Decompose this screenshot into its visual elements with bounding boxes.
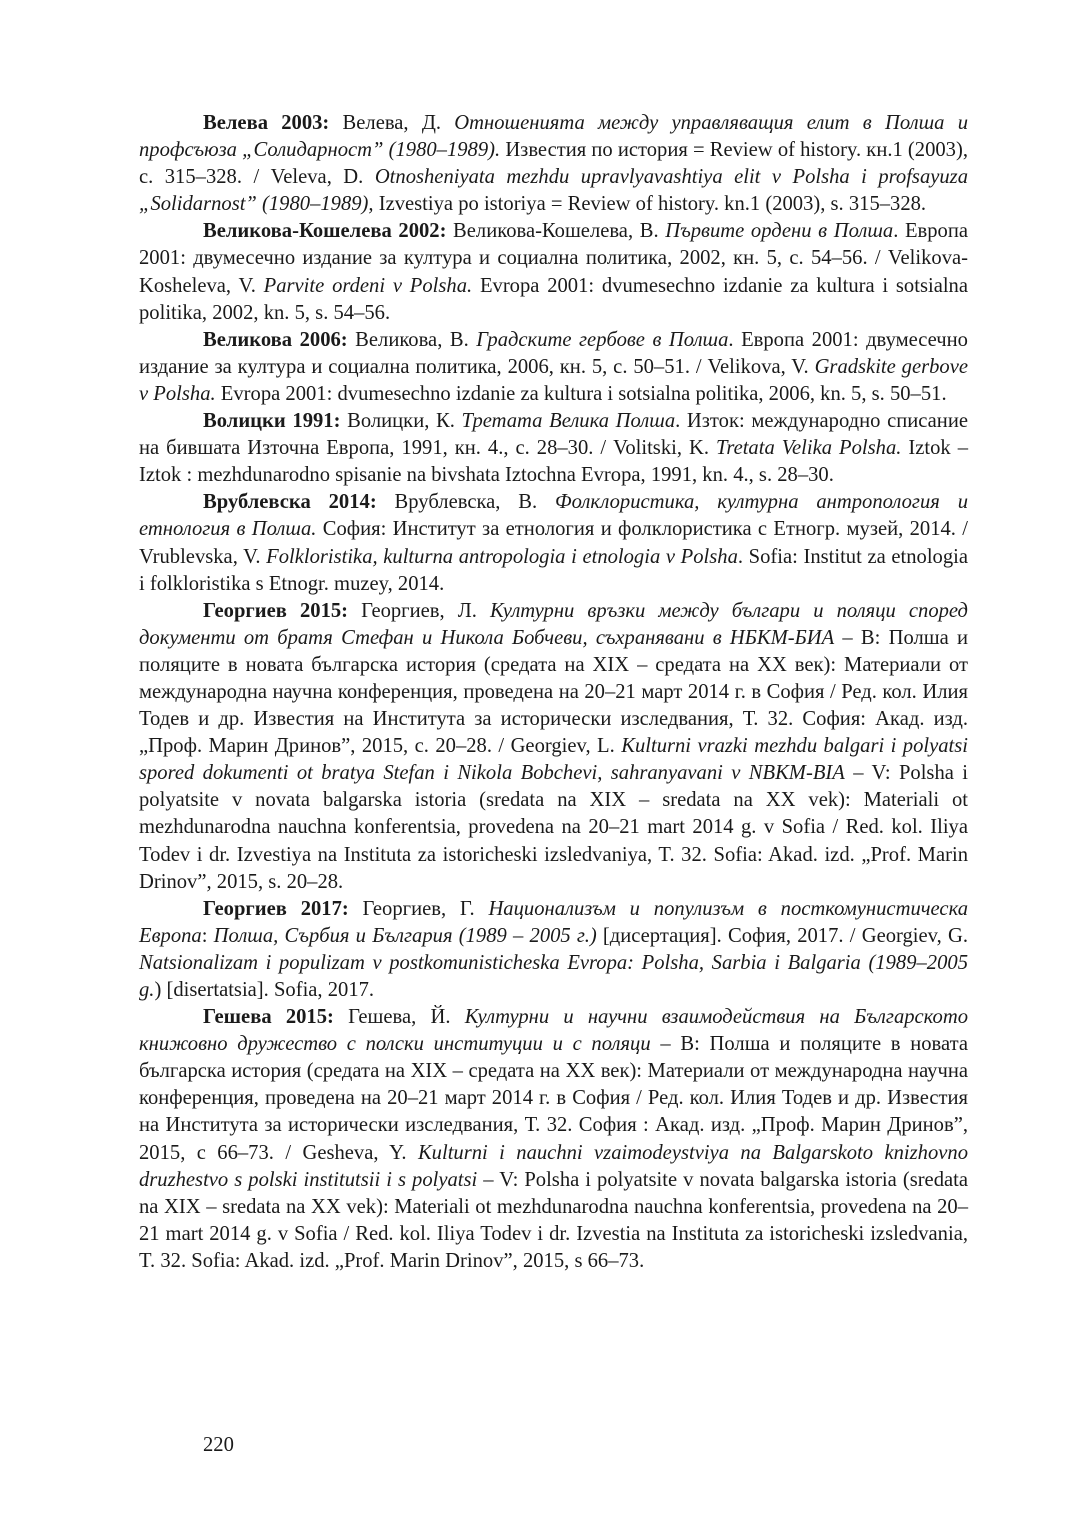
entry-key: Врублевска 2014:: [203, 491, 377, 514]
entry-key: Георгиев 2015:: [203, 599, 349, 622]
entry-key: Гешева 2015:: [203, 1006, 334, 1029]
entry-text: :: [201, 924, 214, 947]
entry-title-italic: Tretata Velika Polsha.: [716, 437, 902, 460]
entry-title-italic: Градските гербове в Полша: [476, 328, 729, 351]
entry-text: Evropa 2001: dvumesechno izdanie za kultura i sotsialna politika, 2002, kn. 5, s. 54–56.: [139, 274, 968, 324]
entry-title-italic: Kulturni vrazki mezhdu balgari i polyatsi spored dokumenti ot bratya Stefan i Nikola Bobchevi, sahranyavani v NBKM-BIA: [139, 735, 968, 785]
entry-key: Георгиев 2017:: [203, 897, 349, 920]
entry-text: Георгиев, Г.: [348, 897, 489, 920]
entry-title-italic: Gradskite gerbove v Polsha.: [139, 355, 968, 405]
bibliography-entry: [139, 489, 968, 597]
entry-text: ) [disertatsia]. Sofia, 2017.: [154, 979, 375, 1001]
entry-text: – V: Polsha i polyatsite v novata balgarska istoria (sredata na XIX – sredata na XX vek): Materiali ot mezhdunarodna nauchna konferentsia, provedena na 20–21 mart 2014 g. v Sofia / Red. kol. Iliya Todev i dr. Izvestiya na Instituta za istoricheski izsledvaniya, T. 32. Sofia: Akad. izd. „Prof. Marin Drinov”, 2015, s. 20–28.: [139, 762, 968, 893]
entry-title-italic: Културни и научни взаимодействия на Българското книжовно дружество с полски институции и с поляци: [139, 1006, 968, 1056]
entry-title-italic: Културни връзки между българи и поляци според документи от братя Стефан и Никола Бобчеви, съхранявани в НБКМ-БИА: [139, 599, 968, 649]
bibliography-entry: [139, 218, 968, 326]
bibliography-list: [139, 110, 968, 1275]
bibliography-entry: [139, 110, 968, 218]
entry-text: . Изток: международно списание на бившата Източна Европа, 1991, кн. 4., с. 28–30. / Volitski, K.: [139, 410, 968, 460]
entry-key: Волицки 1991:: [203, 410, 341, 433]
entry-text: – В: Полша и поляците в новата българска история (средата на XIX – средата на XX век): Материали от международна научна конференция, проведена на 20–21 март 2014 г. в София / Ред. кол. Илия Тодев и др. Известия на Института за исторически изследвания, Т. 32. София: Акад. изд. „Проф. Марин Дринов”, 2015, с. 20–28. / Georgiev, L.: [139, 626, 968, 758]
page-number: 220: [203, 1434, 234, 1456]
entry-text: Георгиев, Л.: [348, 599, 490, 622]
bibliography-entry: [139, 1004, 968, 1275]
entry-key: Великова 2006:: [203, 328, 348, 351]
entry-title-italic: Първите ордени в Полша: [665, 220, 894, 243]
entry-text: [дисертация]. София, 2017. / Georgiev, G.: [596, 924, 969, 947]
bibliography-entry: [139, 327, 968, 408]
bibliography-entry: [139, 896, 968, 1004]
bibliography-entry: [139, 598, 968, 896]
entry-title-italic: Otnosheniyata mezhdu upravlyavashtiya elit v Polsha i profsayuza „Solidarnost” (1980–1989),: [139, 166, 968, 216]
entry-text: . Sofia: Institut za etnologia i folkloristika s Etnogr. muzey, 2014.: [139, 545, 969, 595]
entry-text: Evropa 2001: dvumesechno izdanie za kultura i sotsialna politika, 2006, kn. 5, s. 50–51.: [215, 382, 947, 405]
entry-text: Врублевска, В.: [376, 491, 556, 514]
entry-text: . Европа 2001: двумесечно издание за култура и социална политика, 2006, кн. 5, с. 50–51. / Velikova, V.: [139, 328, 968, 378]
entry-title-italic: Национализъм и популизъм в посткомунистическа Европа: [139, 897, 968, 947]
entry-text: София: Институт за етнология и фолклористика с Етногр. музей, 2014. / Vrublevska, V.: [139, 518, 968, 568]
entry-key: Велева 2003:: [203, 112, 330, 134]
entry-text: Известия по история = Review of history. кн.1 (2003), с. 315–328. / Veleva, D.: [139, 139, 968, 189]
entry-title-italic: Natsionalizam i populizam v postkomunisticheska Evropa: Polsha, Sarbia i Balgaria (1989–2005 g.: [139, 951, 968, 1001]
bibliography-entry: [139, 408, 968, 489]
entry-text: Великова, В.: [347, 328, 477, 351]
entry-title-italic: Kulturni i nauchni vzaimodeystviya na Balgarskoto knizhovno druzhestvo s polski institutsii i s polyatsi: [139, 1141, 968, 1191]
entry-text: Iztok – Iztok : mezhdunarodno spisanie na bivshata Iztochna Evropa, 1991, kn. 4., s. 28–30.: [139, 437, 968, 487]
entry-text: – V: Polsha i polyatsite v novata balgarska istoria (sredata na XIX – sredata na XX vek): Materiali ot mezhdunarodna nauchna konferentsia, provedena na 20–21 mart 2014 g. v Sofia / Red. kol. Iliya Todev i dr. Izvestia na Instituta za istoricheski izsledvania, T. 32. Sofia: Akad. izd. „Prof. Marin Drinov”, 2015, s 66–73.: [139, 1168, 968, 1272]
entry-text: Гешева, Й.: [333, 1006, 465, 1029]
entry-text: Izvestiya po istoriya = Review of history. kn.1 (2003), s. 315–328.: [373, 193, 927, 216]
entry-title-italic: Третата Велика Полша: [461, 410, 676, 433]
entry-title-italic: Отношенията между управляващия елит в Полша и профсъюза „Солидарност” (1980–1989).: [139, 112, 968, 162]
entry-title-italic: Полша, Сърбия и България (1989 – 2005 г.): [213, 924, 597, 947]
entry-text: . Европа 2001: двумесечно издание за култура и социална политика, 2002, кн. 5, с. 54–56. / Velikova-Kosheleva, V.: [139, 220, 968, 297]
entry-title-italic: Folkloristika, kulturna antropologia i etnologia v Polsha: [266, 545, 738, 568]
entry-text: Волицки, К.: [340, 410, 462, 433]
entry-title-italic: Parvite ordeni v Polsha.: [263, 274, 473, 297]
entry-text: Великова-Кошелева, В.: [446, 220, 666, 243]
entry-text: – В: Полша и поляците в новата българска история (средата на XIX – средата на XX век): Материали от международна научна конференция, проведена на 20–21 март 2014 г. в София / Ред. кол. Илия Тодев и др. Известия на Института за исторически изследвания, Т. 32. София : Акад. изд. „Проф. Марин Дринов”, 2015, с 66–73. / Gesheva, Y.: [139, 1033, 968, 1164]
entry-text: Велева, Д.: [329, 112, 455, 134]
entry-title-italic: Фолклористика, културна антропология и етнология в Полша.: [139, 491, 968, 541]
entry-key: Великова-Кошелева 2002:: [203, 220, 447, 243]
